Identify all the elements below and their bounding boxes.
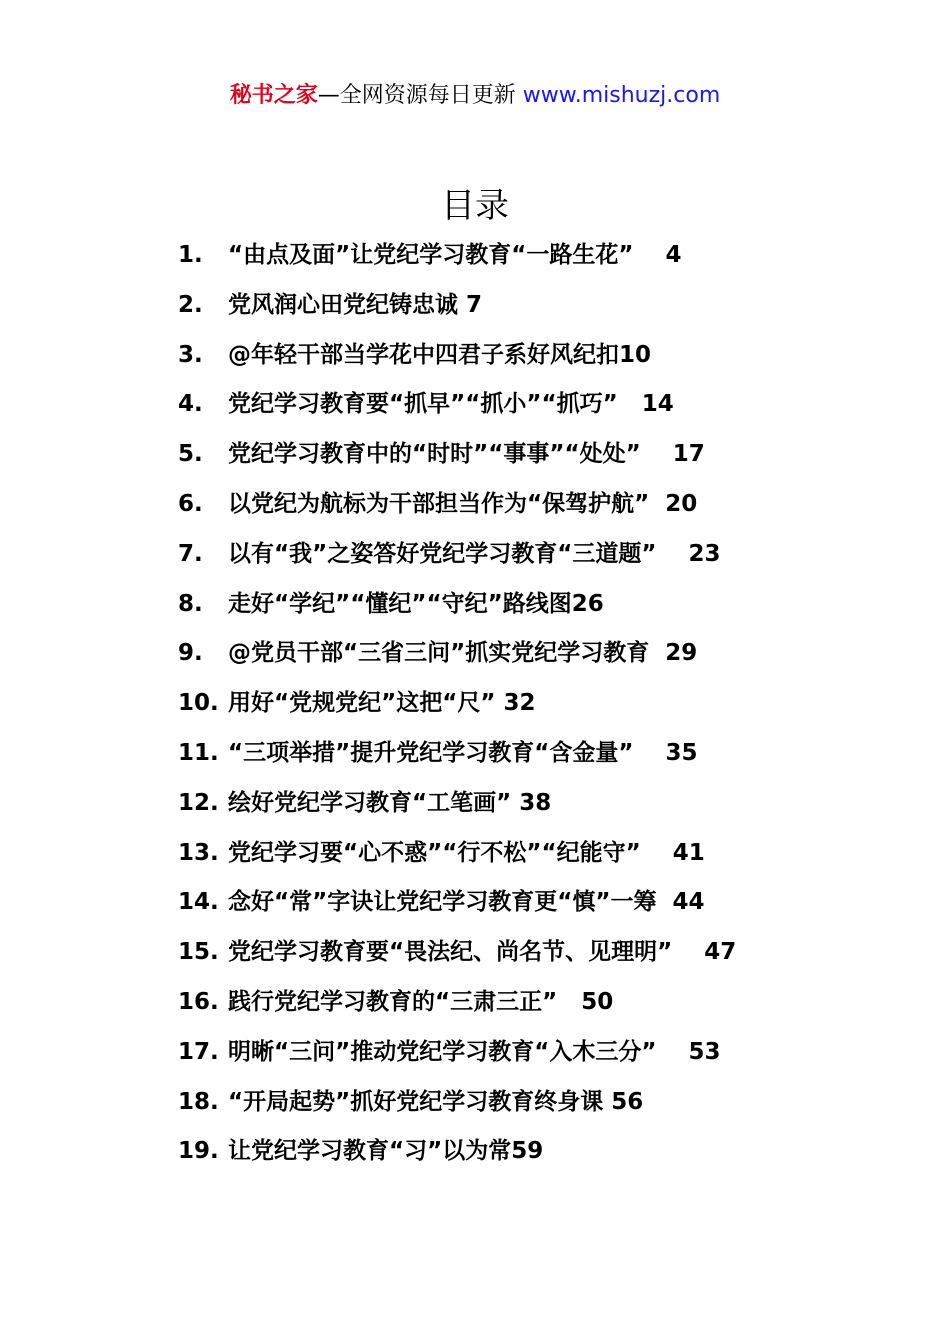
toc-entry-number: 2. [178, 291, 203, 318]
toc-entry-number: 13. [178, 839, 219, 866]
toc-entry[interactable] [178, 334, 858, 384]
toc-entry[interactable] [178, 1081, 858, 1131]
toc-entry-number: 9. [178, 640, 203, 667]
toc-entry-gap [649, 640, 665, 666]
toc-entry-gap [633, 740, 665, 766]
toc-entry-title: 党纪学习教育要“抓早”“抓小”“抓巧” [228, 391, 618, 418]
toc-entry-page-number: 47 [704, 939, 737, 966]
toc-entry-gap [633, 242, 665, 268]
table-of-contents [178, 234, 858, 1180]
toc-entry-number: 10. [178, 690, 219, 717]
toc-entry-page-number: 56 [611, 1088, 644, 1115]
toc-entry-gap [656, 541, 688, 567]
toc-entry-number: 16. [178, 988, 219, 1015]
toc-entry-page-number: 44 [672, 889, 705, 916]
toc-entry[interactable] [178, 682, 858, 732]
toc-entry-title: 绘好党纪学习教育“工笔画” [228, 789, 512, 816]
toc-entry-title: 党纪学习教育要“畏法纪、尚名节、见理明” [228, 939, 673, 966]
toc-entry-title: 党纪学习要“心不惑”“行不松”“纪能守” [228, 839, 641, 866]
toc-entry[interactable] [178, 782, 858, 832]
toc-entry-title: “开局起势”抓好党纪学习教育终身课 [228, 1088, 604, 1115]
toc-entry[interactable] [178, 931, 858, 981]
toc-entry-number: 15. [178, 939, 219, 966]
toc-entry-number: 3. [178, 341, 203, 368]
toc-entry[interactable] [178, 732, 858, 782]
toc-entry-title: 明晰“三问”推动党纪学习教育“入木三分” [228, 1038, 657, 1065]
toc-entry-title: 党纪学习教育中的“时时”“事事”“处处” [228, 441, 641, 468]
toc-entry[interactable] [178, 832, 858, 882]
toc-entry-page-number: 10 [619, 341, 652, 368]
toc-entry-gap [641, 840, 673, 866]
toc-entry-gap [656, 889, 672, 915]
toc-entry-number: 6. [178, 490, 203, 517]
toc-entry[interactable] [178, 981, 858, 1031]
toc-entry-title: 党风润心田党纪铸忠诚 [228, 291, 458, 318]
toc-entry-title: 践行党纪学习教育的“三肃三正” [228, 988, 558, 1015]
toc-entry-page-number: 26 [571, 590, 604, 617]
toc-entry-page-number: 4 [665, 242, 682, 268]
toc-entry-page-number: 7 [466, 291, 483, 318]
toc-entry-gap [618, 391, 642, 417]
page-title: 目录 [441, 186, 509, 226]
toc-entry-page-number: 20 [665, 490, 698, 517]
toc-entry-gap [641, 441, 673, 467]
toc-entry[interactable] [178, 632, 858, 682]
toc-entry-page-number: 53 [688, 1038, 721, 1065]
toc-entry[interactable] [178, 433, 858, 483]
toc-entry-number: 8. [178, 590, 203, 617]
toc-entry-number: 4. [178, 391, 203, 418]
brand-name: 秘书之家 [229, 83, 318, 108]
toc-entry-gap [672, 939, 704, 965]
toc-entry-number: 19. [178, 1138, 219, 1165]
toc-entry-page-number: 14 [641, 391, 674, 418]
toc-entry-number: 1. [178, 242, 203, 268]
toc-entry-title: 让党纪学习教育“习”以为常 [228, 1138, 512, 1165]
toc-entry-number: 18. [178, 1088, 219, 1115]
toc-entry-page-number: 29 [665, 640, 698, 667]
toc-entry-title: “三项举措”提升党纪学习教育“含金量” [228, 739, 634, 766]
toc-entry-page-number: 23 [688, 540, 721, 567]
toc-entry-gap [557, 989, 581, 1015]
toc-entry-page-number: 41 [672, 839, 705, 866]
toc-entry[interactable] [178, 881, 858, 931]
toc-entry-title: @年轻干部当学花中四君子系好风纪扣 [228, 341, 619, 368]
toc-entry-gap [656, 1039, 688, 1065]
toc-entry-title: 以有“我”之姿答好党纪学习教育“三道题” [228, 540, 657, 567]
toc-entry-page-number: 35 [665, 739, 698, 766]
toc-entry-number: 11. [178, 739, 219, 766]
toc-entry-title: 以党纪为航标为干部担当作为“保驾护航” [228, 490, 650, 517]
header-tagline: —全网资源每日更新 [317, 83, 516, 108]
toc-entry-page-number: 17 [672, 441, 705, 468]
toc-entry-number: 17. [178, 1038, 219, 1065]
toc-entry[interactable] [178, 1031, 858, 1081]
toc-entry-page-number: 32 [503, 690, 536, 717]
toc-entry-gap [458, 292, 466, 318]
toc-entry[interactable] [178, 583, 858, 633]
toc-entry[interactable] [178, 533, 858, 583]
toc-entry-title: 用好“党规党纪”这把“尺” [228, 690, 496, 717]
site-url[interactable]: www.mishuzj.com [522, 83, 721, 108]
toc-entry[interactable] [178, 483, 858, 533]
site-header [0, 80, 950, 112]
toc-entry-title: 念好“常”字诀让党纪学习教育更“慎”一筹 [228, 889, 657, 916]
toc-entry-page-number: 50 [581, 988, 614, 1015]
toc-entry-title: @党员干部“三省三问”抓实党纪学习教育 [228, 640, 650, 667]
toc-entry-title: “由点及面”让党纪学习教育“一路生花” [228, 242, 634, 268]
toc-entry[interactable] [178, 284, 858, 334]
toc-entry-gap [649, 491, 665, 517]
toc-entry[interactable] [178, 1130, 858, 1180]
toc-entry-page-number: 38 [519, 789, 552, 816]
toc-entry-number: 14. [178, 889, 219, 916]
toc-entry-number: 5. [178, 441, 203, 468]
toc-entry[interactable] [178, 234, 858, 284]
toc-entry-number: 7. [178, 540, 203, 567]
toc-entry-page-number: 59 [511, 1138, 544, 1165]
toc-entry-number: 12. [178, 789, 219, 816]
toc-entry[interactable] [178, 383, 858, 433]
toc-entry-title: 走好“学纪”“懂纪”“守纪”路线图 [228, 590, 572, 617]
